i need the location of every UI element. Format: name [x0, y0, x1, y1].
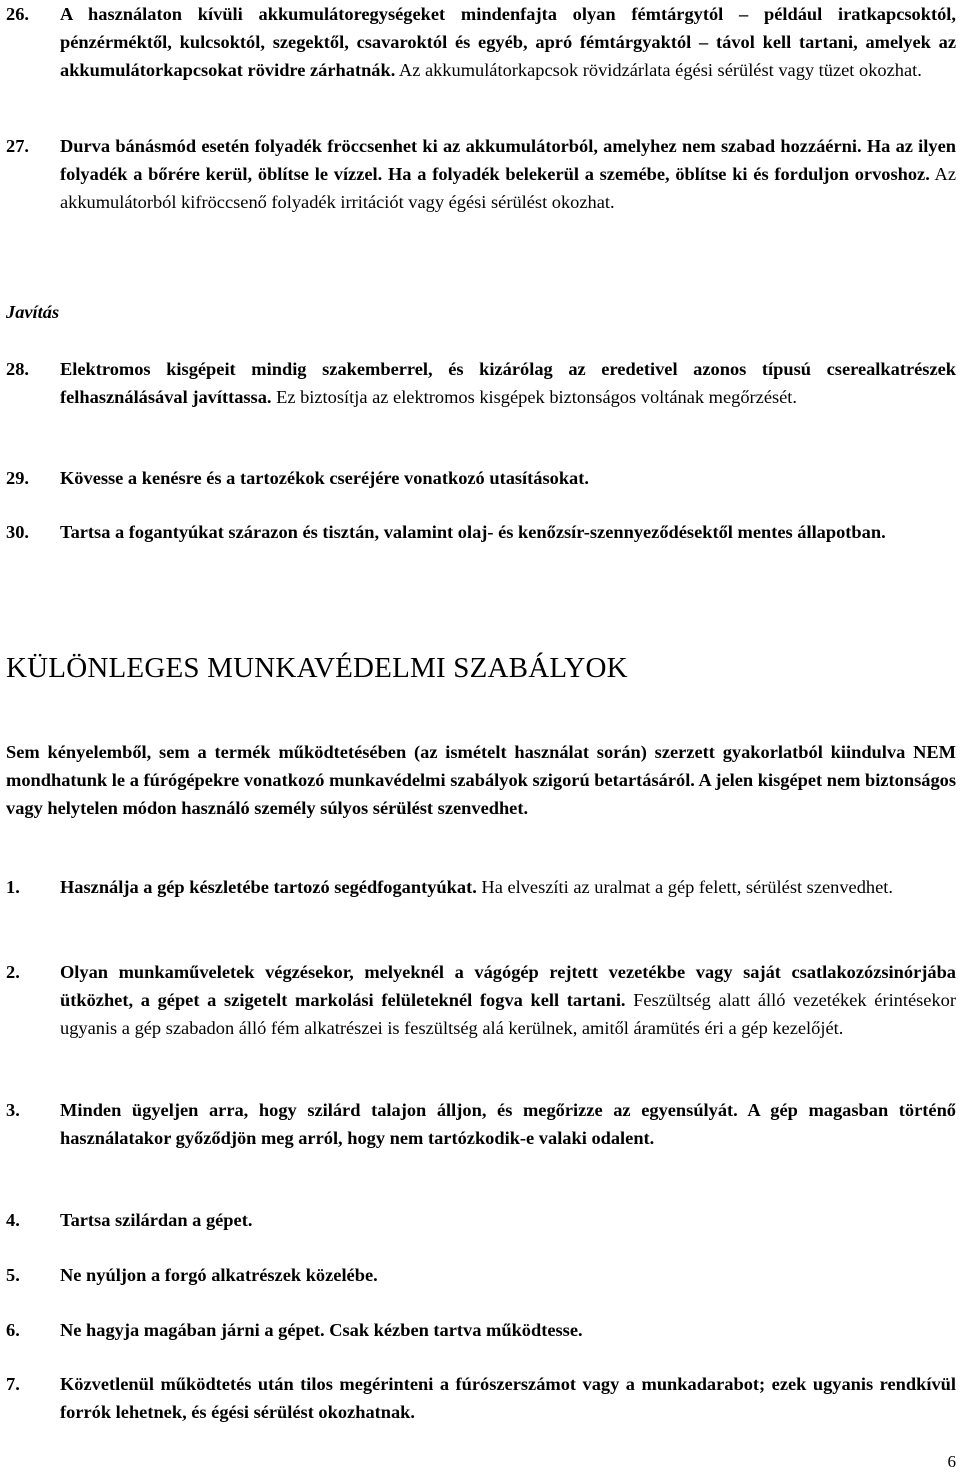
- item-normal-text: Ha elveszíti az uralmat a gép felett, sérülést szenvedhet.: [476, 877, 893, 897]
- item-bold-text: Ne nyúljon a forgó alkatrészek közelébe.: [60, 1265, 378, 1285]
- list-item: [6, 464, 956, 492]
- item-number: 7.: [6, 1374, 20, 1394]
- item-text: [60, 1206, 956, 1234]
- item-number: 1.: [6, 877, 20, 897]
- list-item: [6, 355, 956, 411]
- item-number: 26.: [6, 4, 29, 24]
- item-bold-text: Durva bánásmód esetén folyadék fröccsenhet ki az akkumulátorból, amelyhez nem szabad hozzáérni. Ha az ilyen folyadék a bőrére kerül, öblítse le vízzel. Ha a folyadék belekerül a szemébe, öblítse ki és forduljon orvoshoz.: [60, 136, 956, 184]
- list-item: [6, 958, 956, 1042]
- item-text: [60, 873, 956, 901]
- item-number: 28.: [6, 359, 29, 379]
- list-item: [6, 1096, 956, 1152]
- item-number: 3.: [6, 1100, 20, 1120]
- list-item: [6, 1370, 956, 1426]
- item-number: 29.: [6, 468, 29, 488]
- item-number: 4.: [6, 1210, 20, 1230]
- item-normal-text: Az akkumulátorból kifröccsenő folyadék irritációt vagy égési sérülést okozhat.: [60, 164, 956, 212]
- item-bold-text: Kövesse a kenésre és a tartozékok cseréjére vonatkozó utasításokat.: [60, 468, 589, 488]
- item-number: 2.: [6, 962, 20, 982]
- item-number: 5.: [6, 1265, 20, 1285]
- item-bold-text: Tartsa szilárdan a gépet.: [60, 1210, 253, 1230]
- list-item: [6, 1261, 956, 1289]
- section-title: KÜLÖNLEGES MUNKAVÉDELMI SZABÁLYOK: [6, 652, 628, 684]
- list-item: [6, 1206, 956, 1234]
- item-text: [60, 1370, 956, 1426]
- item-normal-text: Ez biztosítja az elektromos kisgépek biztonságos voltának megőrzését.: [271, 387, 798, 407]
- item-text: [60, 1316, 956, 1344]
- item-normal-text: Az akkumulátorkapcsok rövidzárlata égési sérülést vagy tüzet okozhat.: [395, 60, 922, 80]
- item-text: [60, 0, 956, 84]
- section-heading-repair: Javítás: [6, 302, 60, 322]
- item-bold-text: Minden ügyeljen arra, hogy szilárd talajon álljon, és megőrizze az egyensúlyát. A gép magasban történő használatakor győződjön meg arról, hogy nem tartózkodik-e valaki odalent.: [60, 1100, 956, 1148]
- intro-paragraph: Sem kényelemből, sem a termék működtetésében (az ismételt használat során) szerzett gyakorlatból kiindulva NEM mondhatunk le a fúrógépekre vonatkozó munkavédelmi szabályok szigorú betartásáról. A jelen kisgépet nem biztonságos vagy helytelen módon használó személy súlyos sérülést szenvedhet.: [6, 742, 956, 818]
- item-text: [60, 464, 956, 492]
- item-bold-text: Olyan munkaműveletek végzésekor, melyeknél a vágógép rejtett vezetékbe vagy saját csatlakozózsinórjába ütközhet, a gépet a szigetelt markolási felületeknél fogva kell tartani.: [60, 962, 956, 1010]
- item-bold-text: Használja a gép készletébe tartozó segédfogantyúkat.: [60, 877, 477, 897]
- item-text: [60, 132, 956, 216]
- item-text: [60, 958, 956, 1042]
- item-text: [60, 1261, 956, 1289]
- item-number: 6.: [6, 1320, 20, 1340]
- item-bold-text: Elektromos kisgépeit mindig szakemberrel, és kizárólag az eredetivel azonos típusú cserealkatrészek felhasználásával javíttassa.: [60, 359, 956, 407]
- item-text: [60, 1096, 956, 1152]
- item-bold-text: Tartsa a fogantyúkat szárazon és tisztán, valamint olaj- és kenőzsír-szennyeződésektől mentes állapotban.: [60, 522, 886, 542]
- list-item: [6, 518, 956, 546]
- item-number: 30.: [6, 522, 29, 542]
- item-bold-text: A használaton kívüli akkumulátoregységeket mindenfajta olyan fémtárgytól – például iratkapcsoktól, pénzérméktől, kulcsoktól, szegektől, csavaroktól és egyéb, apró fémtárgyaktól – távol kell tartani, amelyek az akkumulátorkapcsokat rövidre zárhatnák.: [60, 4, 956, 80]
- item-text: [60, 518, 956, 546]
- list-item: [6, 873, 956, 901]
- item-text: [60, 355, 956, 411]
- list-item: [6, 132, 956, 216]
- item-bold-text: Ne hagyja magában járni a gépet. Csak kézben tartva működtesse.: [60, 1320, 583, 1340]
- page-number: 6: [947, 1452, 956, 1471]
- item-number: 27.: [6, 136, 29, 156]
- list-item: [6, 1316, 956, 1344]
- item-normal-text: Feszültség alatt álló vezetékek érintésekor ugyanis a gép szabadon álló fém alkatrészei is feszültség alá kerülnek, amitől áramütés éri a gép kezelőjét.: [60, 990, 956, 1038]
- list-item: [6, 0, 956, 84]
- item-bold-text: Közvetlenül működtetés után tilos megérinteni a fúrószerszámot vagy a munkadarabot; ezek ugyanis rendkívül forrók lehetnek, és égési sérülést okozhatnak.: [60, 1374, 956, 1422]
